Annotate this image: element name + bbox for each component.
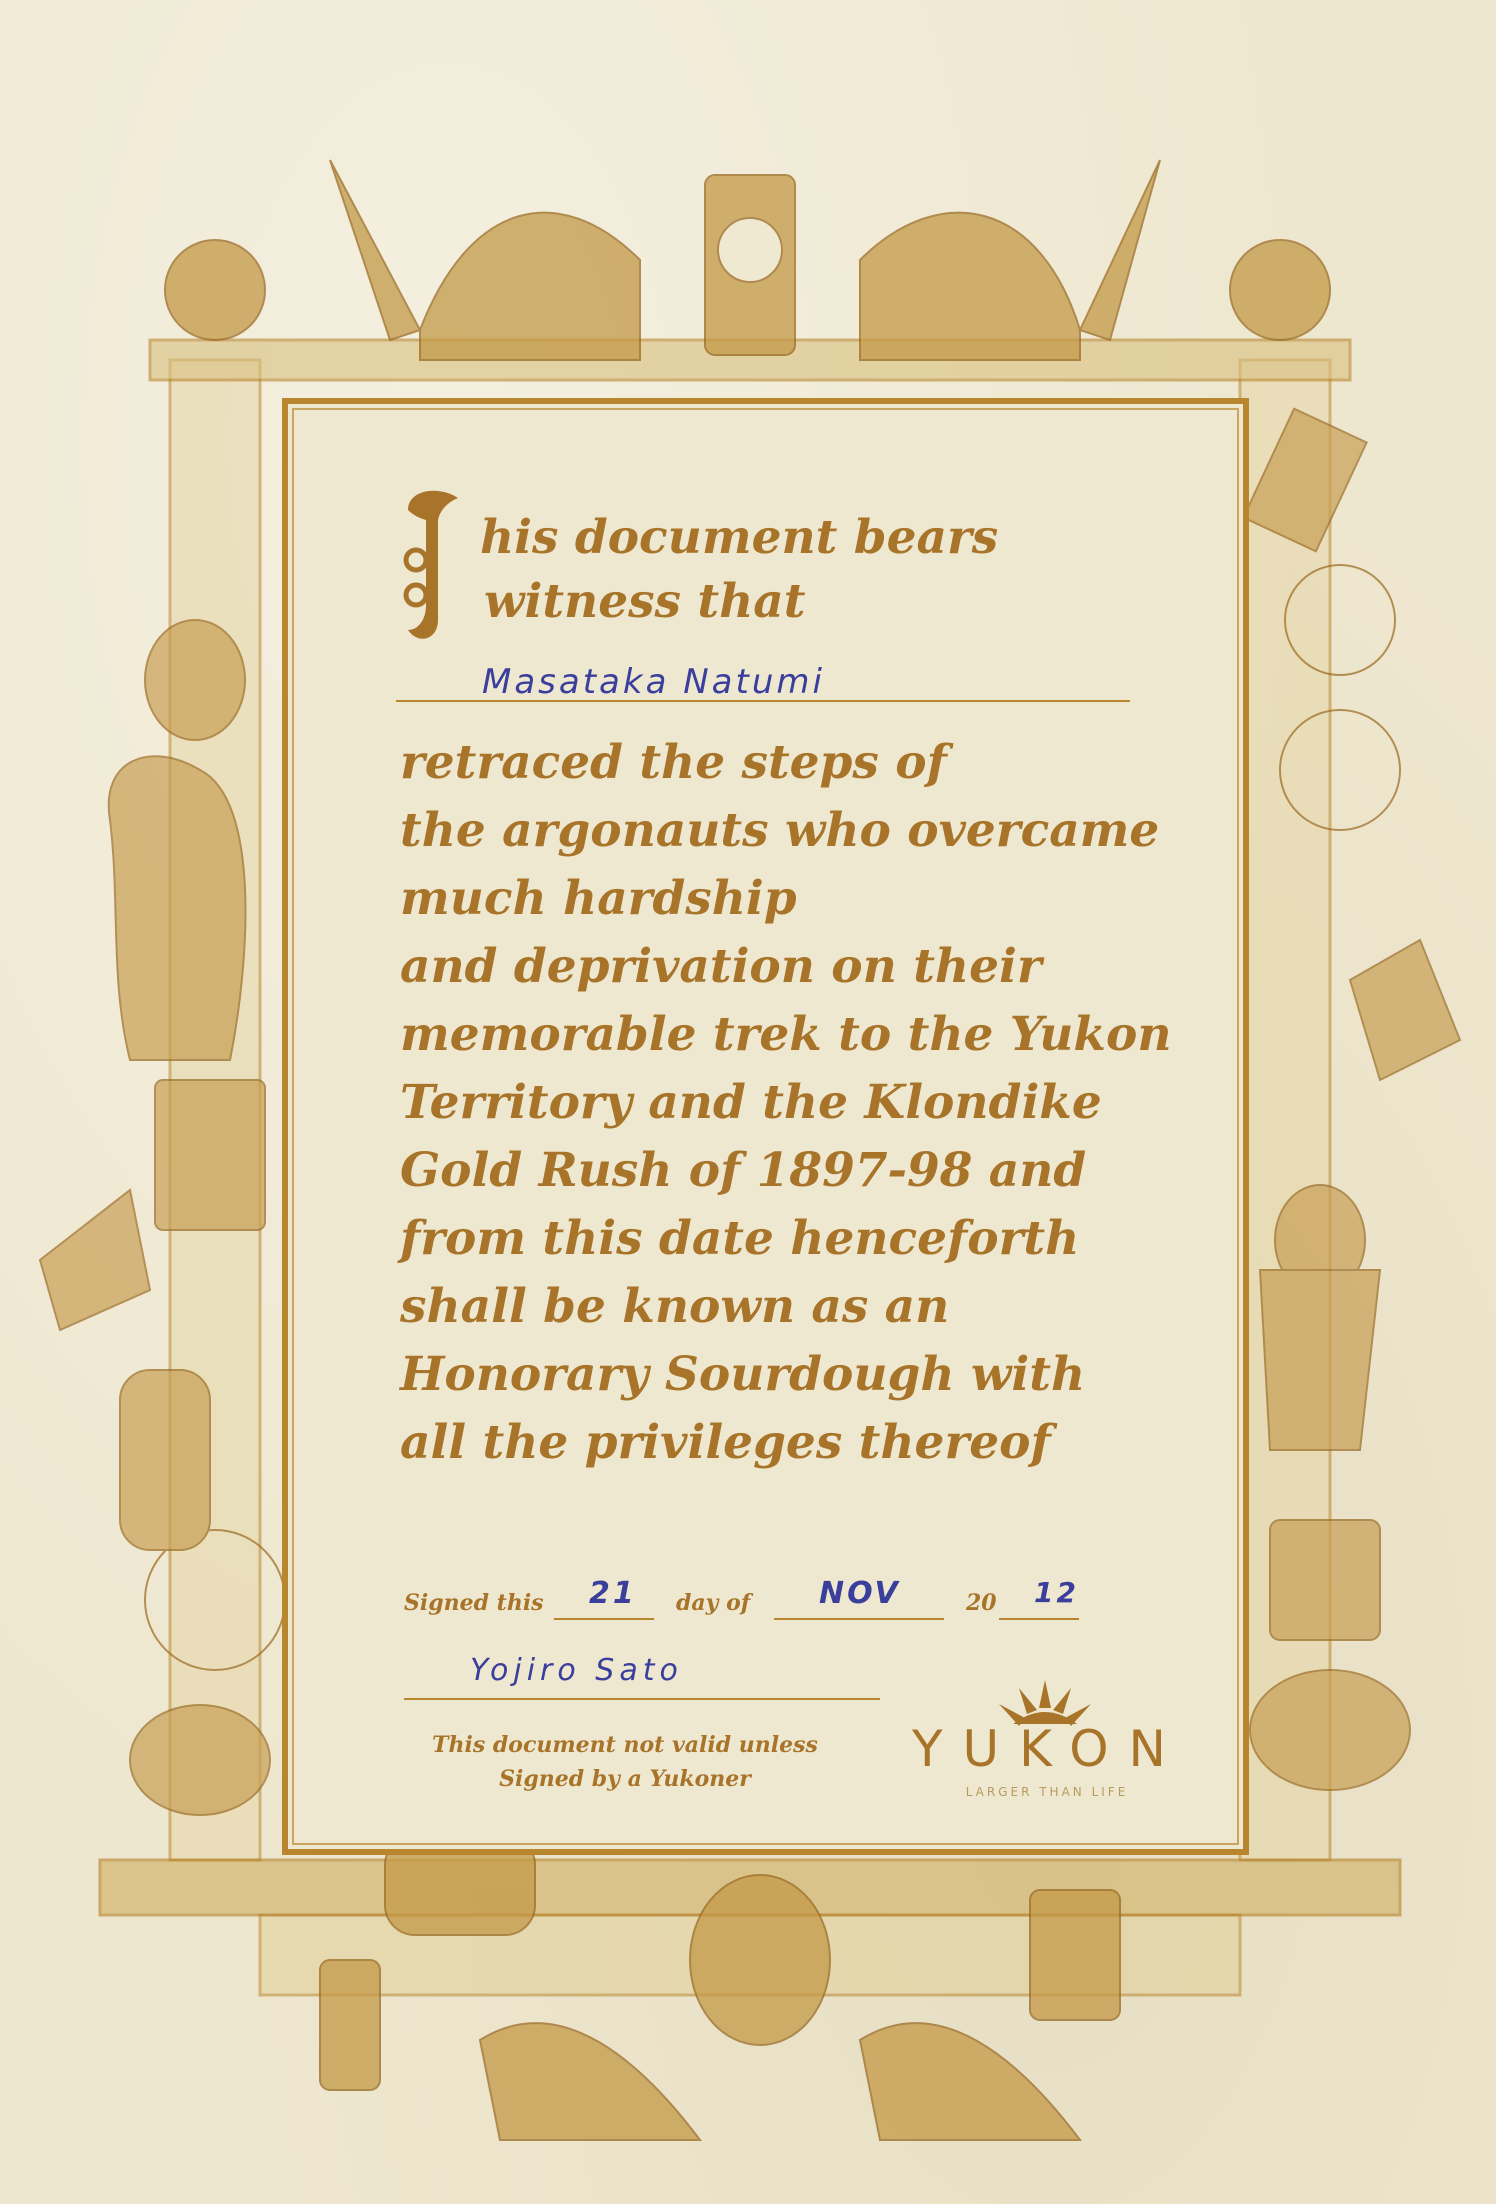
year-prefix: 20	[966, 1590, 997, 1616]
body-line: all the privileges thereof	[400, 1415, 1051, 1470]
body-line: shall be known as an	[400, 1279, 950, 1334]
notice-line-1: This document not valid unless	[432, 1732, 818, 1758]
signed-this-label: Signed this	[404, 1590, 544, 1616]
certificate-body	[400, 735, 1172, 1483]
signed-day: 21	[589, 1576, 637, 1611]
body-line: Territory and the Klondike	[400, 1075, 1102, 1130]
notice-line-2: Signed by a Yukoner	[499, 1766, 751, 1792]
signed-year: 12	[1034, 1576, 1079, 1609]
dropcap-ornament	[398, 480, 468, 650]
body-line: from this date henceforth	[400, 1211, 1080, 1266]
signed-date-row	[404, 1576, 1104, 1630]
signed-month: NOV	[819, 1576, 901, 1611]
signature-line	[404, 1698, 880, 1700]
body-line: and deprivation on their	[400, 939, 1042, 994]
validity-notice	[400, 1728, 850, 1796]
day-blank	[554, 1618, 654, 1620]
body-line: the argonauts who overcame	[400, 803, 1160, 858]
yukon-tagline: LARGER THAN LIFE	[965, 1785, 1129, 1799]
recipient-name-line	[396, 700, 1130, 702]
yukon-logo-text: YUKON	[912, 1720, 1186, 1778]
body-line: Honorary Sourdough with	[400, 1347, 1086, 1402]
signer-signature: Yojiro Sato	[470, 1653, 683, 1688]
body-line: Gold Rush of 1897-98 and	[400, 1143, 1087, 1198]
day-of-label: day of	[676, 1590, 751, 1616]
body-line: retraced the steps of	[400, 735, 947, 790]
recipient-name: Masataka Natumi	[482, 662, 825, 702]
body-line: much hardship	[400, 871, 797, 926]
month-blank	[774, 1618, 944, 1620]
year-blank	[999, 1618, 1079, 1620]
body-line: memorable trek to the Yukon	[400, 1007, 1172, 1062]
heading-line-1: his document bears	[480, 510, 999, 565]
heading-line-2: witness that	[484, 574, 806, 629]
